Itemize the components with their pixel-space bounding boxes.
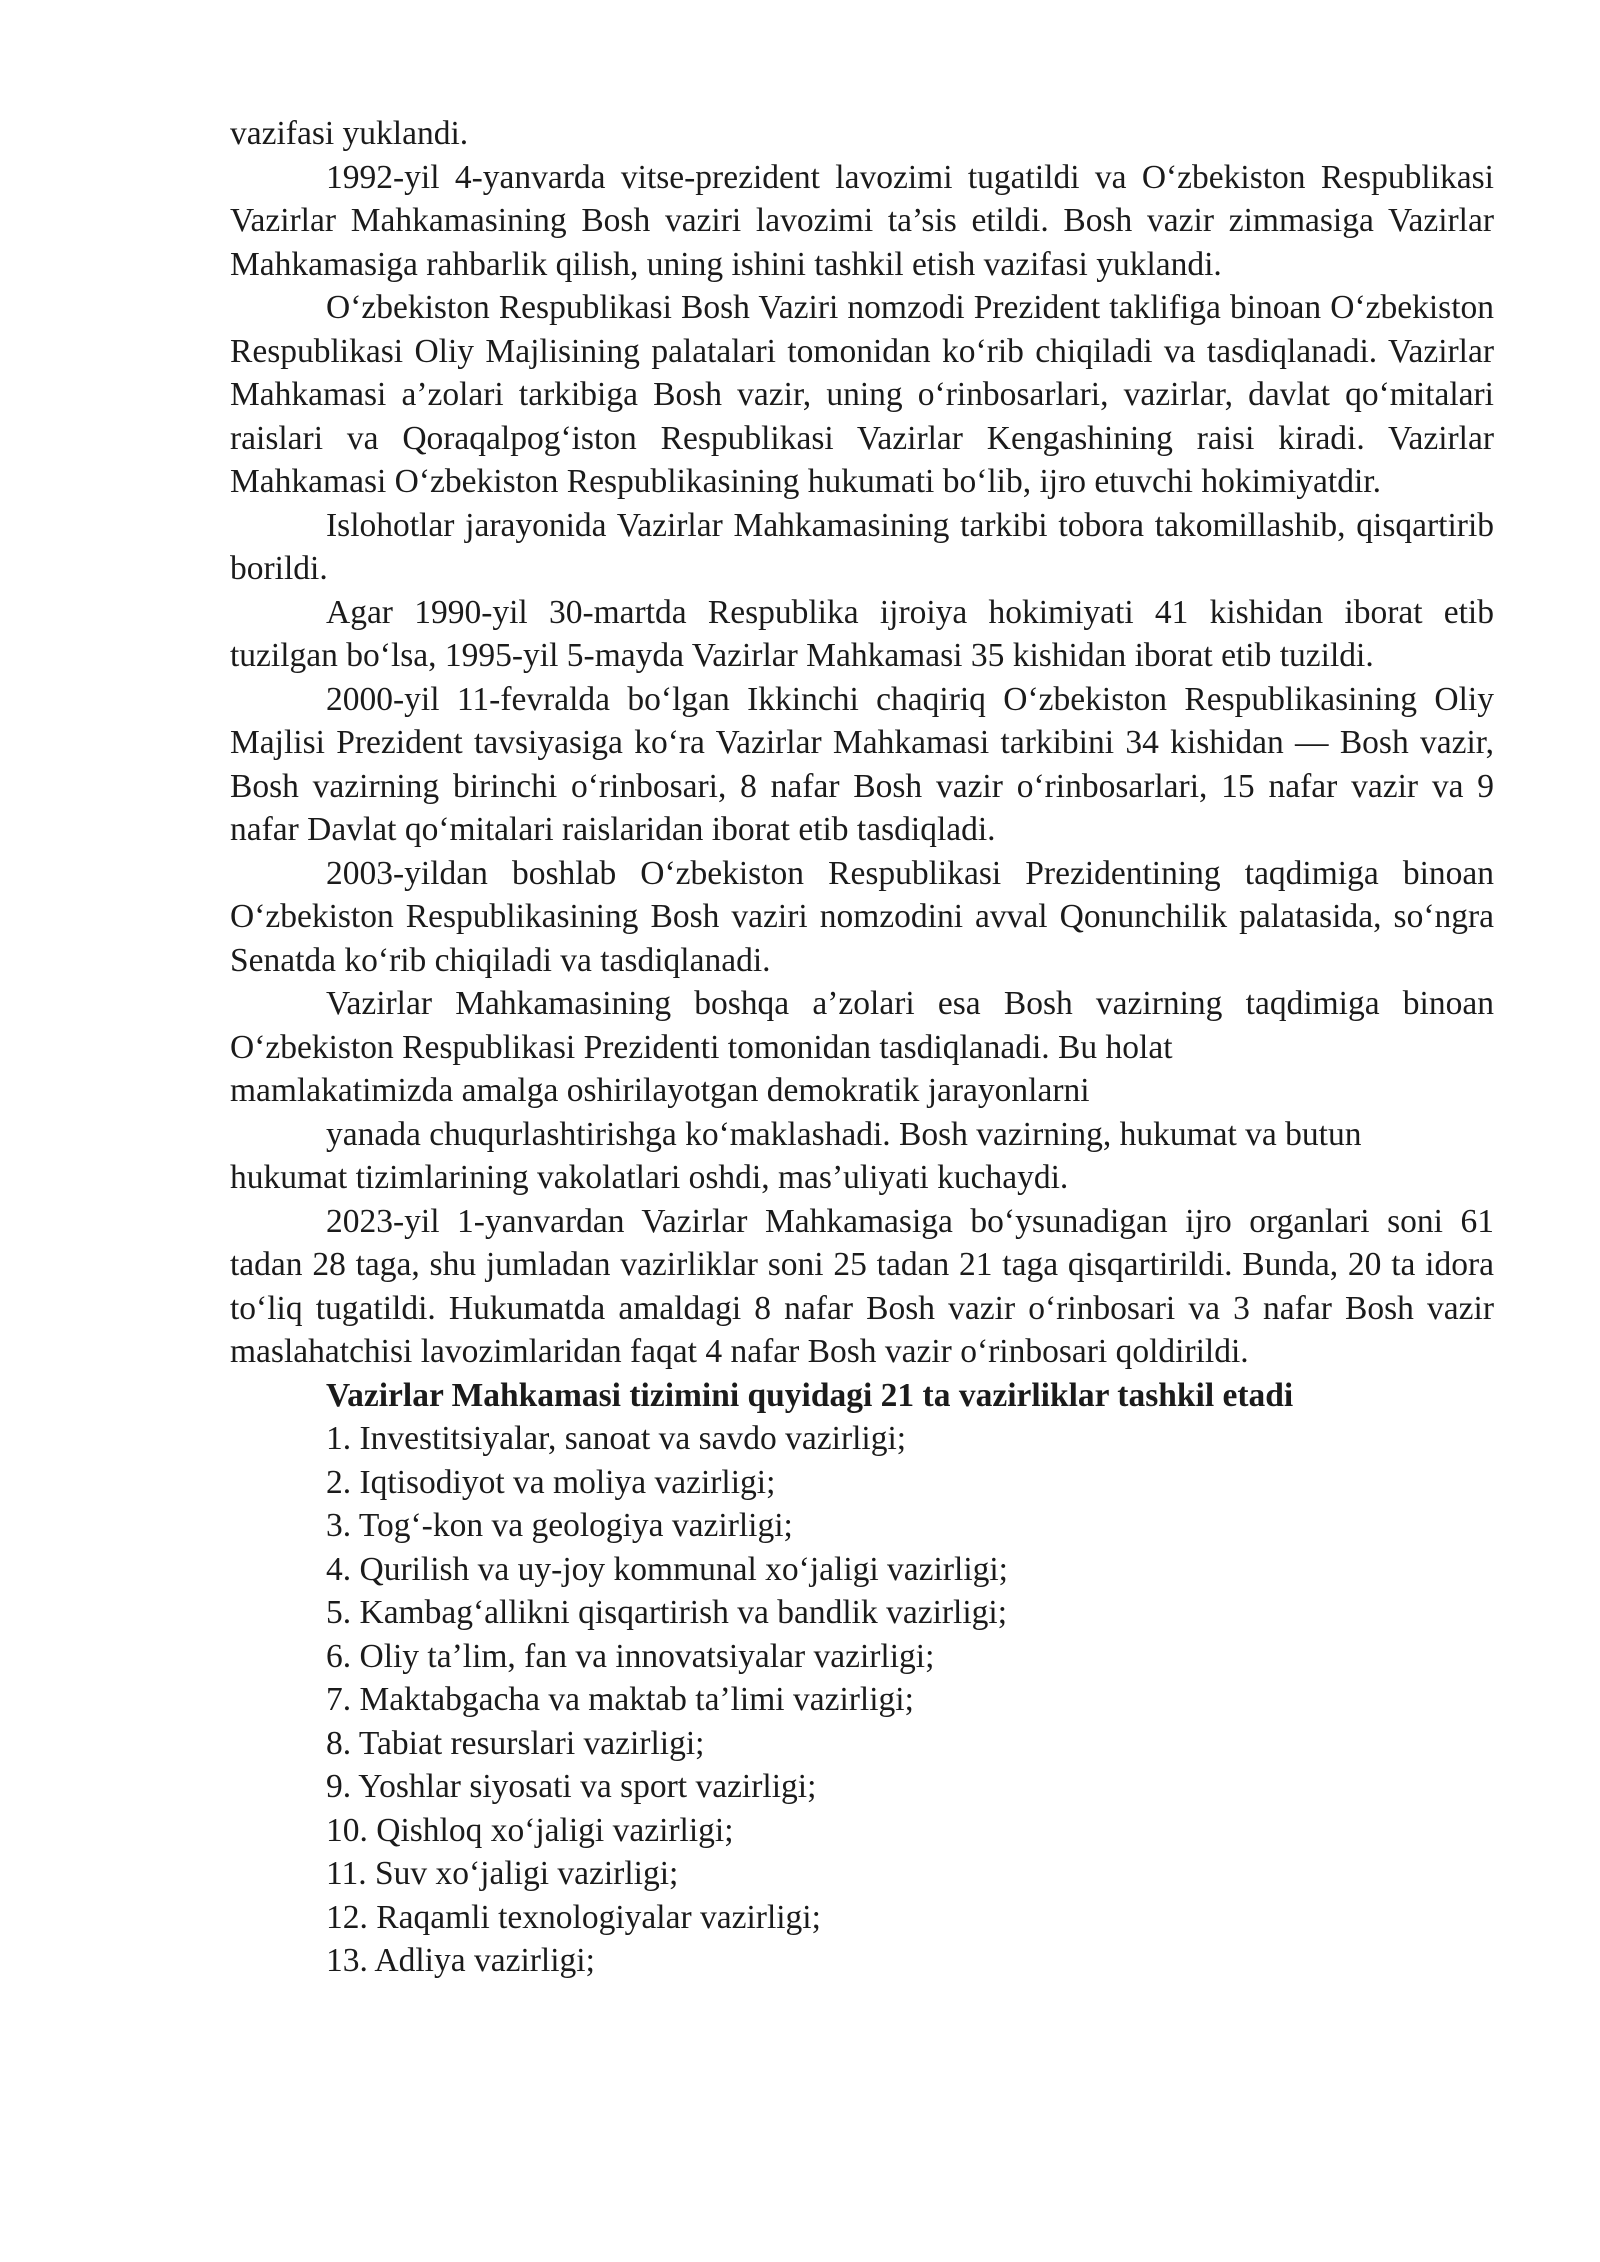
list-item: 1. Investitsiyalar, sanoat va savdo vazirligi; xyxy=(326,1420,907,1457)
ministries-list xyxy=(230,1417,1494,1983)
list-item: 5. Kambag‘allikni qisqartirish va bandlik vazirligi; xyxy=(326,1594,1008,1631)
paragraph-reforms: Islohotlar jarayonida Vazirlar Mahkamasining tarkibi tobora takomillashib, qisqartirib borildi. xyxy=(230,506,1494,587)
list-item: 11. Suv xo‘jaligi vazirligi; xyxy=(326,1855,679,1892)
paragraph-2003: 2003-yildan boshlab O‘zbekiston Respublikasi Prezidentining taqdimiga binoan O‘zbekiston Respublikasining Bosh vaziri nomzodini avval Qonunchilik palatasida, so‘ngra Senatda ko‘rib chiqiladi va tasdiqlanadi. xyxy=(230,854,1494,979)
list-item: 7. Maktabgacha va maktab taʼlimi vazirligi; xyxy=(326,1681,914,1718)
list-item: 4. Qurilish va uy-joy kommunal xo‘jaligi vazirligi; xyxy=(326,1550,1008,1588)
list-item: 6. Oliy taʼlim, fan va innovatsiyalar vazirligi; xyxy=(326,1637,935,1675)
paragraph-2000: 2000-yil 11-fevralda bo‘lgan Ikkinchi chaqiriq O‘zbekiston Respublikasining Oliy Majlisi Prezident tavsiyasiga ko‘ra Vazirlar Mahkamasi tarkibini 34 kishidan — Bosh vazir, Bosh vazirning birinchi o‘rinbosari, 8 nafar Bosh vazir o‘rinbosarlari, 15 nafar vazir va 9 nafar Davlat qo‘mitalari raislaridan iborat etib tasdiqladi. xyxy=(230,680,1494,848)
paragraph-prime-minister-nomination: O‘zbekiston Respublikasi Bosh Vaziri nomzodi Prezident taklifiga binoan O‘zbekiston Respublikasi Oliy Majlisining palatalari tomonidan ko‘rib chiqiladi va tasdiqlanadi. Vazirlar Mahkamasi a’zolari tarkibiga Bosh vazir, uning o‘rinbosarlari, vazirlar, davlat qo‘mitalari raislari va Qoraqalpog‘iston Respublikasi Vazirlar Kengashining raisi kiradi. Vazirlar Mahkamasi O‘zbekiston Respublikasining hukumati bo‘lib, ijro etuvchi hokimiyatdir. xyxy=(230,289,1494,500)
list-item: 3. Tog‘-kon va geologiya vazirligi; xyxy=(326,1507,793,1544)
list-item: 12. Raqamli texnologiyalar vazirligi; xyxy=(326,1898,821,1936)
paragraph-deepening: yanada chuqurlashtirishga ko‘maklashadi. Bosh vazirning, hukumat va butun xyxy=(326,1115,1362,1153)
paragraph-1990-1995: Agar 1990-yil 30-martda Respublika ijroiya hokimiyati 41 kishidan iborat etib tuzilgan bo‘lsa, 1995-yil 5-mayda Vazirlar Mahkamasi 35 kishidan iborat etib tuzildi. xyxy=(230,593,1494,674)
document-page xyxy=(230,112,1494,1983)
paragraph-2023: 2023-yil 1-yanvardan Vazirlar Mahkamasiga bo‘ysunadigan ijro organlari soni 61 tadan 28 taga, shu jumladan vazirliklar soni 25 tadan 21 taga qisqartirildi. Bunda, 20 ta idora to‘liq tugatildi. Hukumatda amaldagi 8 nafar Bosh vazir o‘rinbosari va 3 nafar Bosh vazir maslahatchisi lavozimlaridan faqat 4 nafar Bosh vazir o‘rinbosari qoldirildi. xyxy=(230,1202,1494,1370)
list-item: 2. Iqtisodiyot va moliya vazirligi; xyxy=(326,1463,776,1501)
paragraph-deepening-continuation: hukumat tizimlarining vakolatlari oshdi, mas’uliyati kuchaydi. xyxy=(230,1159,1069,1196)
list-item: 8. Tabiat resurslari vazirligi; xyxy=(326,1724,705,1762)
list-item: 9. Yoshlar siyosati va sport vazirligi; xyxy=(326,1768,817,1805)
section-heading: Vazirlar Mahkamasi tizimini quyidagi 21 ta vazirliklar tashkil etadi xyxy=(326,1376,1294,1414)
paragraph-continuation: vazifasi yuklandi. xyxy=(230,115,469,152)
list-item: 13. Adliya vazirligi; xyxy=(326,1942,595,1979)
paragraph-cabinet-members: Vazirlar Mahkamasining boshqa a’zolari esa Bosh vazirning taqdimiga binoan O‘zbekiston Respublikasi Prezidenti tomonidan tasdiqlanadi. Bu holat xyxy=(230,985,1494,1066)
list-item: 10. Qishloq xo‘jaligi vazirligi; xyxy=(326,1811,734,1849)
paragraph-cabinet-members-line: mamlakatimizda amalga oshirilayotgan demokratik jarayonlarni xyxy=(230,1072,1090,1109)
paragraph-1992: 1992-yil 4-yanvarda vitse-prezident lavozimi tugatildi va O‘zbekiston Respublikasi Vazirlar Mahkamasining Bosh vaziri lavozimi ta’sis etildi. Bosh vazir zimmasiga Vazirlar Mahkamasiga rahbarlik qilish, uning ishini tashkil etish vazifasi yuklandi. xyxy=(230,158,1494,283)
